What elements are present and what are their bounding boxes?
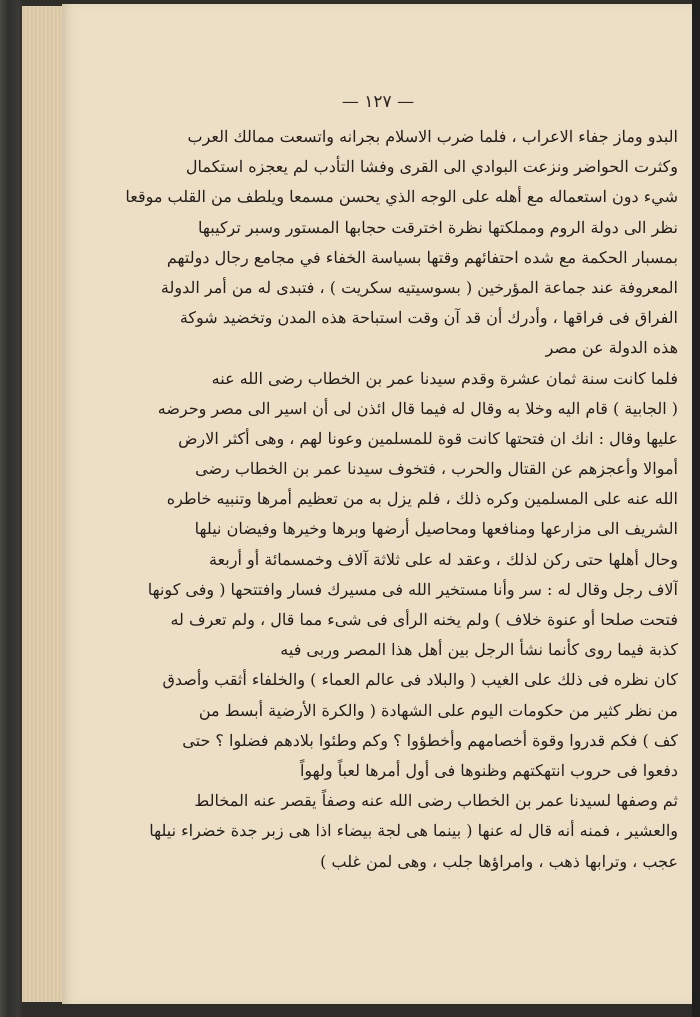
text-line: البدو وماز جفاء الاعراب ، فلما ضرب الاسلام بجرانه واتسعت ممالك العرب bbox=[187, 127, 678, 146]
body-text bbox=[102, 122, 678, 877]
text-line: ( الجابية ) قام اليه وخلا به وقال له فيما قال ائذن لى أن اسير الى مصر وحرضه bbox=[157, 398, 678, 418]
paragraph bbox=[102, 213, 678, 364]
text-line: أموالا وأعجزهم عن القتال والحرب ، فتخوف سيدنا عمر بن الخطاب رضى bbox=[195, 459, 678, 479]
text-line: من نظر كثير من حكومات اليوم على الشهادة ( والكرة الأرضية أبسط من bbox=[198, 700, 678, 720]
text-line: الله عنه على المسلمين وكره ذلك ، فلم يزل به من تعظيم أمرها وتنبيه خاطره bbox=[166, 489, 678, 509]
text-line: الفراق فى فراقها ، وأدرك أن قد آن وقت استباحة هذه المدن وتخضيد شوكة bbox=[179, 308, 678, 328]
text-line: كف ) فكم قدروا وقوة أخصامهم وأخطؤوا ؟ وكم وطئوا بلادهم فضلوا ؟ حتى bbox=[182, 730, 678, 750]
text-line: كان نظره فى ذلك على الغيب ( والبلاد فى عالم العماء ) والخلفاء أثقب وأصدق bbox=[162, 670, 678, 690]
text-line: وكثرت الحواضر ونزعت البوادي الى القرى وفشا التأدب لم يعجزه استكمال bbox=[185, 157, 678, 177]
paragraph bbox=[102, 122, 678, 213]
paragraph bbox=[102, 364, 678, 666]
page bbox=[62, 4, 694, 1004]
text-line: عجب ، وترابها ذهب ، وامراؤها جلب ، وهى لمن غلب ) bbox=[320, 851, 678, 871]
paragraph bbox=[102, 786, 678, 877]
text-line: بمسبار الحكمة مع شده احتفائهم وقتها بسياسة الخفاء في مجامع رجال دولتهم bbox=[166, 247, 678, 267]
text-line: فلما كانت سنة ثمان عشرة وقدم سيدنا عمر بن الخطاب رضى الله عنه bbox=[211, 368, 678, 388]
text-line: كذبة فيما روى كأنما نشأ الرجل بين أهل هذا المصر وربى فيه bbox=[280, 640, 678, 660]
text-line: ثم وصفها لسيدنا عمر بن الخطاب رضى الله عنه وصفاً يقصر عنه المخالط bbox=[194, 791, 678, 811]
text-line: نظر الى دولة الروم ومملكتها نظرة اخترقت حجابها المستور وسبر تركيبها bbox=[198, 217, 678, 237]
text-line: وحال أهلها حتى ركن لذلك ، وعقد له على ثلاثة آلاف وخمسمائة أو أربعة bbox=[208, 549, 678, 569]
text-line: فتحت صلحا أو عنوة خلاف ) ولم يخنه الرأى فى شىء مما قال ، ولم تعرف له bbox=[170, 610, 678, 629]
text-line: المعروفة عند جماعة المؤرخين ( بسوسيتيه سكريت ) ، فتبدى له من أمر الدولة bbox=[160, 277, 678, 297]
text-line: والعشير ، فمنه أنه قال له عنها ( بينما هى لجة بيضاء اذا هى زبر جدة خضراء نيلها bbox=[149, 821, 678, 841]
text-line: دفعوا فى حروب انتهكتهم وظنوها فى أول أمرها لعباً ولهواً bbox=[299, 760, 678, 780]
paragraph bbox=[102, 665, 678, 786]
text-line: الشريف الى مزارعها ومنافعها ومحاصيل أرضها وبرها وخيرها وفيضان نيلها bbox=[194, 519, 678, 539]
scan-border bbox=[692, 0, 700, 1017]
text-line: هذه الدولة عن مصر bbox=[545, 338, 678, 358]
text-line: عليها وقال : انك ان فتحتها كانت قوة للمسلمين وعونا لهم ، وهى أكثر الارض bbox=[178, 428, 678, 448]
book-page-edges bbox=[22, 6, 67, 1002]
page-number: — ١٢٧ — bbox=[341, 92, 415, 112]
text-line: شيء دون استعماله مع أهله على الوجه الذي يحسن مسمعا ويلطف من القلب موقعا bbox=[125, 187, 678, 207]
text-line: آلاف رجل وقال له : سر وأنا مستخير الله فى مسيرك فسار وافتتحها ( وفى كونها bbox=[147, 579, 678, 599]
